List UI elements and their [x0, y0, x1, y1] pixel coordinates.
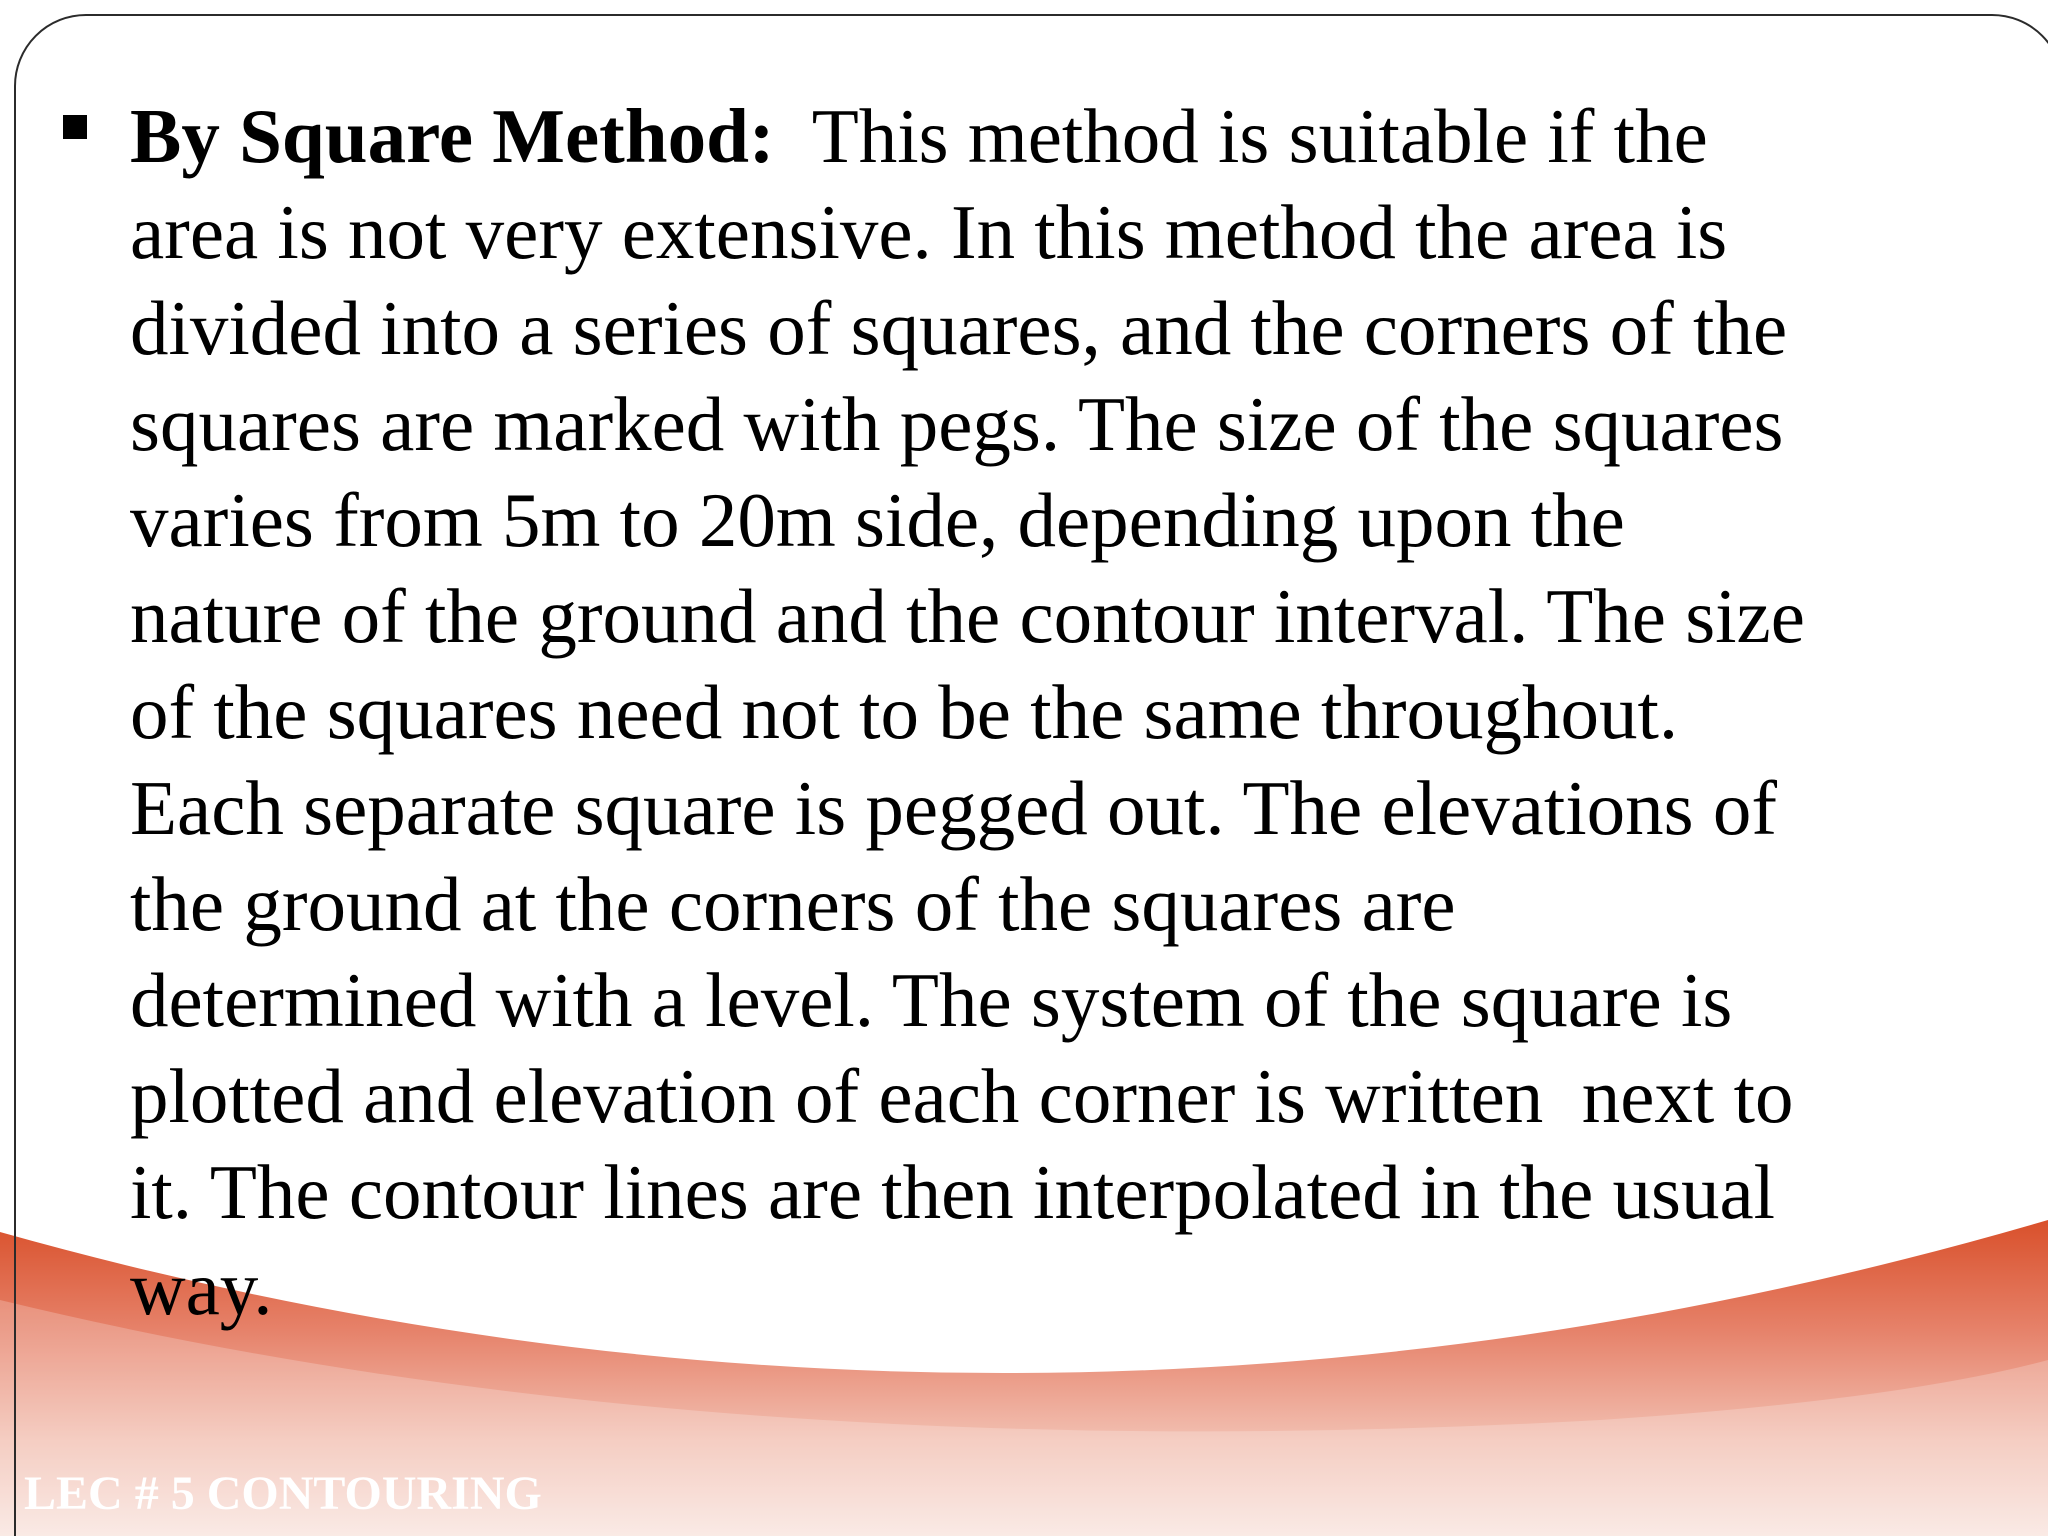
bullet-square-icon	[63, 115, 87, 139]
paragraph-line-9: the ground at the corners of the squares are	[130, 861, 1456, 947]
paragraph-line-6: nature of the ground and the contour interval. The size	[130, 573, 1805, 659]
footer-lecture-label: LEC # 5 CONTOURING	[24, 1467, 542, 1520]
paragraph-line-2: area is not very extensive. In this method the area is	[130, 189, 1728, 275]
paragraph-line-1-text: This method is suitable if the	[811, 93, 1708, 179]
paragraph-line-3: divided into a series of squares, and the corners of the	[130, 285, 1788, 371]
paragraph-line-4: squares are marked with pegs. The size of the squares	[130, 381, 1784, 467]
paragraph-line-8: Each separate square is pegged out. The elevations of	[130, 765, 1778, 851]
paragraph-line-7: of the squares need not to be the same throughout.	[130, 669, 1679, 755]
paragraph-line-11: plotted and elevation of each corner is written next to	[130, 1053, 1794, 1139]
paragraph-line-10: determined with a level. The system of the square is	[130, 957, 1733, 1043]
paragraph-line-12: it. The contour lines are then interpolated in the usual	[130, 1149, 1776, 1235]
bullet-paragraph	[130, 88, 1930, 1336]
method-heading: By Square Method:	[130, 93, 775, 179]
paragraph-line-13: way.	[130, 1245, 273, 1331]
paragraph-line-1	[130, 88, 1930, 184]
paragraph-line-5: varies from 5m to 20m side, depending upon the	[130, 477, 1625, 563]
